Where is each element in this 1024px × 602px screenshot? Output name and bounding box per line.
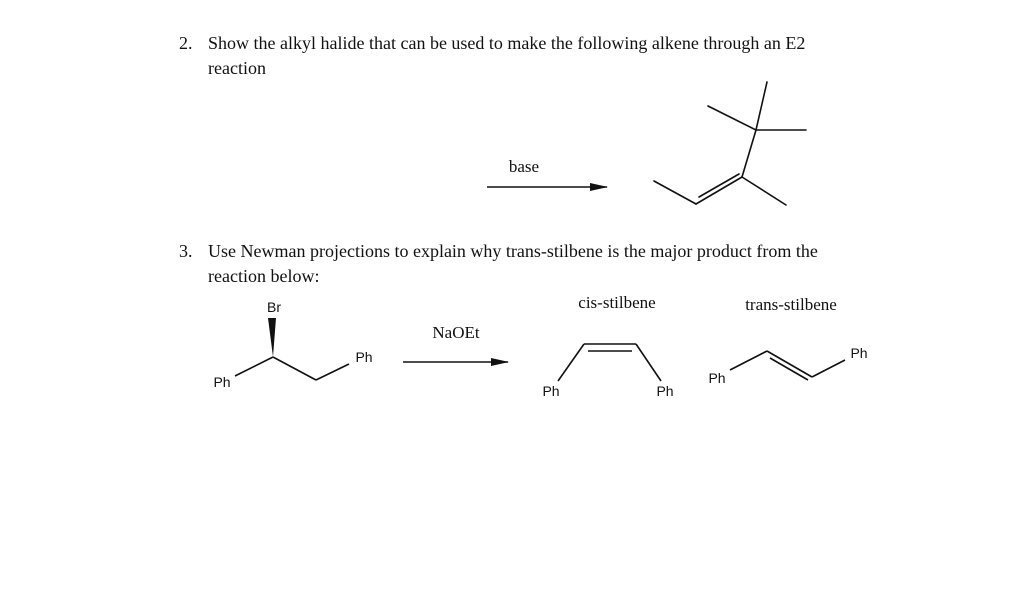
q3-reactant-structure bbox=[235, 318, 349, 380]
cis-stilbene-label: cis-stilbene bbox=[578, 293, 656, 312]
q3-reagent-label: NaOEt bbox=[432, 323, 480, 342]
question-3-number: 3. bbox=[179, 241, 193, 261]
question-2-number: 2. bbox=[179, 33, 193, 53]
question-3-line-1: Use Newman projections to explain why trans-stilbene is the major product from the bbox=[208, 241, 818, 261]
reactant-ph-left-label: Ph bbox=[213, 374, 231, 390]
reactant-br-label: Br bbox=[267, 299, 281, 315]
question-2-line-1: Show the alkyl halide that can be used to make the following alkene through an E2 bbox=[208, 33, 806, 53]
q2-reagent-label: base bbox=[508, 157, 540, 176]
trans-ph-left-label: Ph bbox=[708, 370, 726, 386]
wedge-bond bbox=[268, 318, 276, 357]
q2-alkene-structure bbox=[654, 82, 806, 205]
question-2-line-2: reaction bbox=[208, 58, 266, 78]
trans-stilbene-structure bbox=[730, 351, 845, 380]
cis-ph-right-label: Ph bbox=[656, 383, 674, 399]
cis-ph-left-label: Ph bbox=[542, 383, 560, 399]
trans-ph-right-label: Ph bbox=[850, 345, 868, 361]
trans-stilbene-label: trans-stilbene bbox=[745, 295, 837, 314]
question-3-line-2: reaction below: bbox=[208, 266, 320, 286]
reactant-ph-right-label: Ph bbox=[355, 349, 373, 365]
cis-stilbene-structure bbox=[558, 344, 661, 381]
